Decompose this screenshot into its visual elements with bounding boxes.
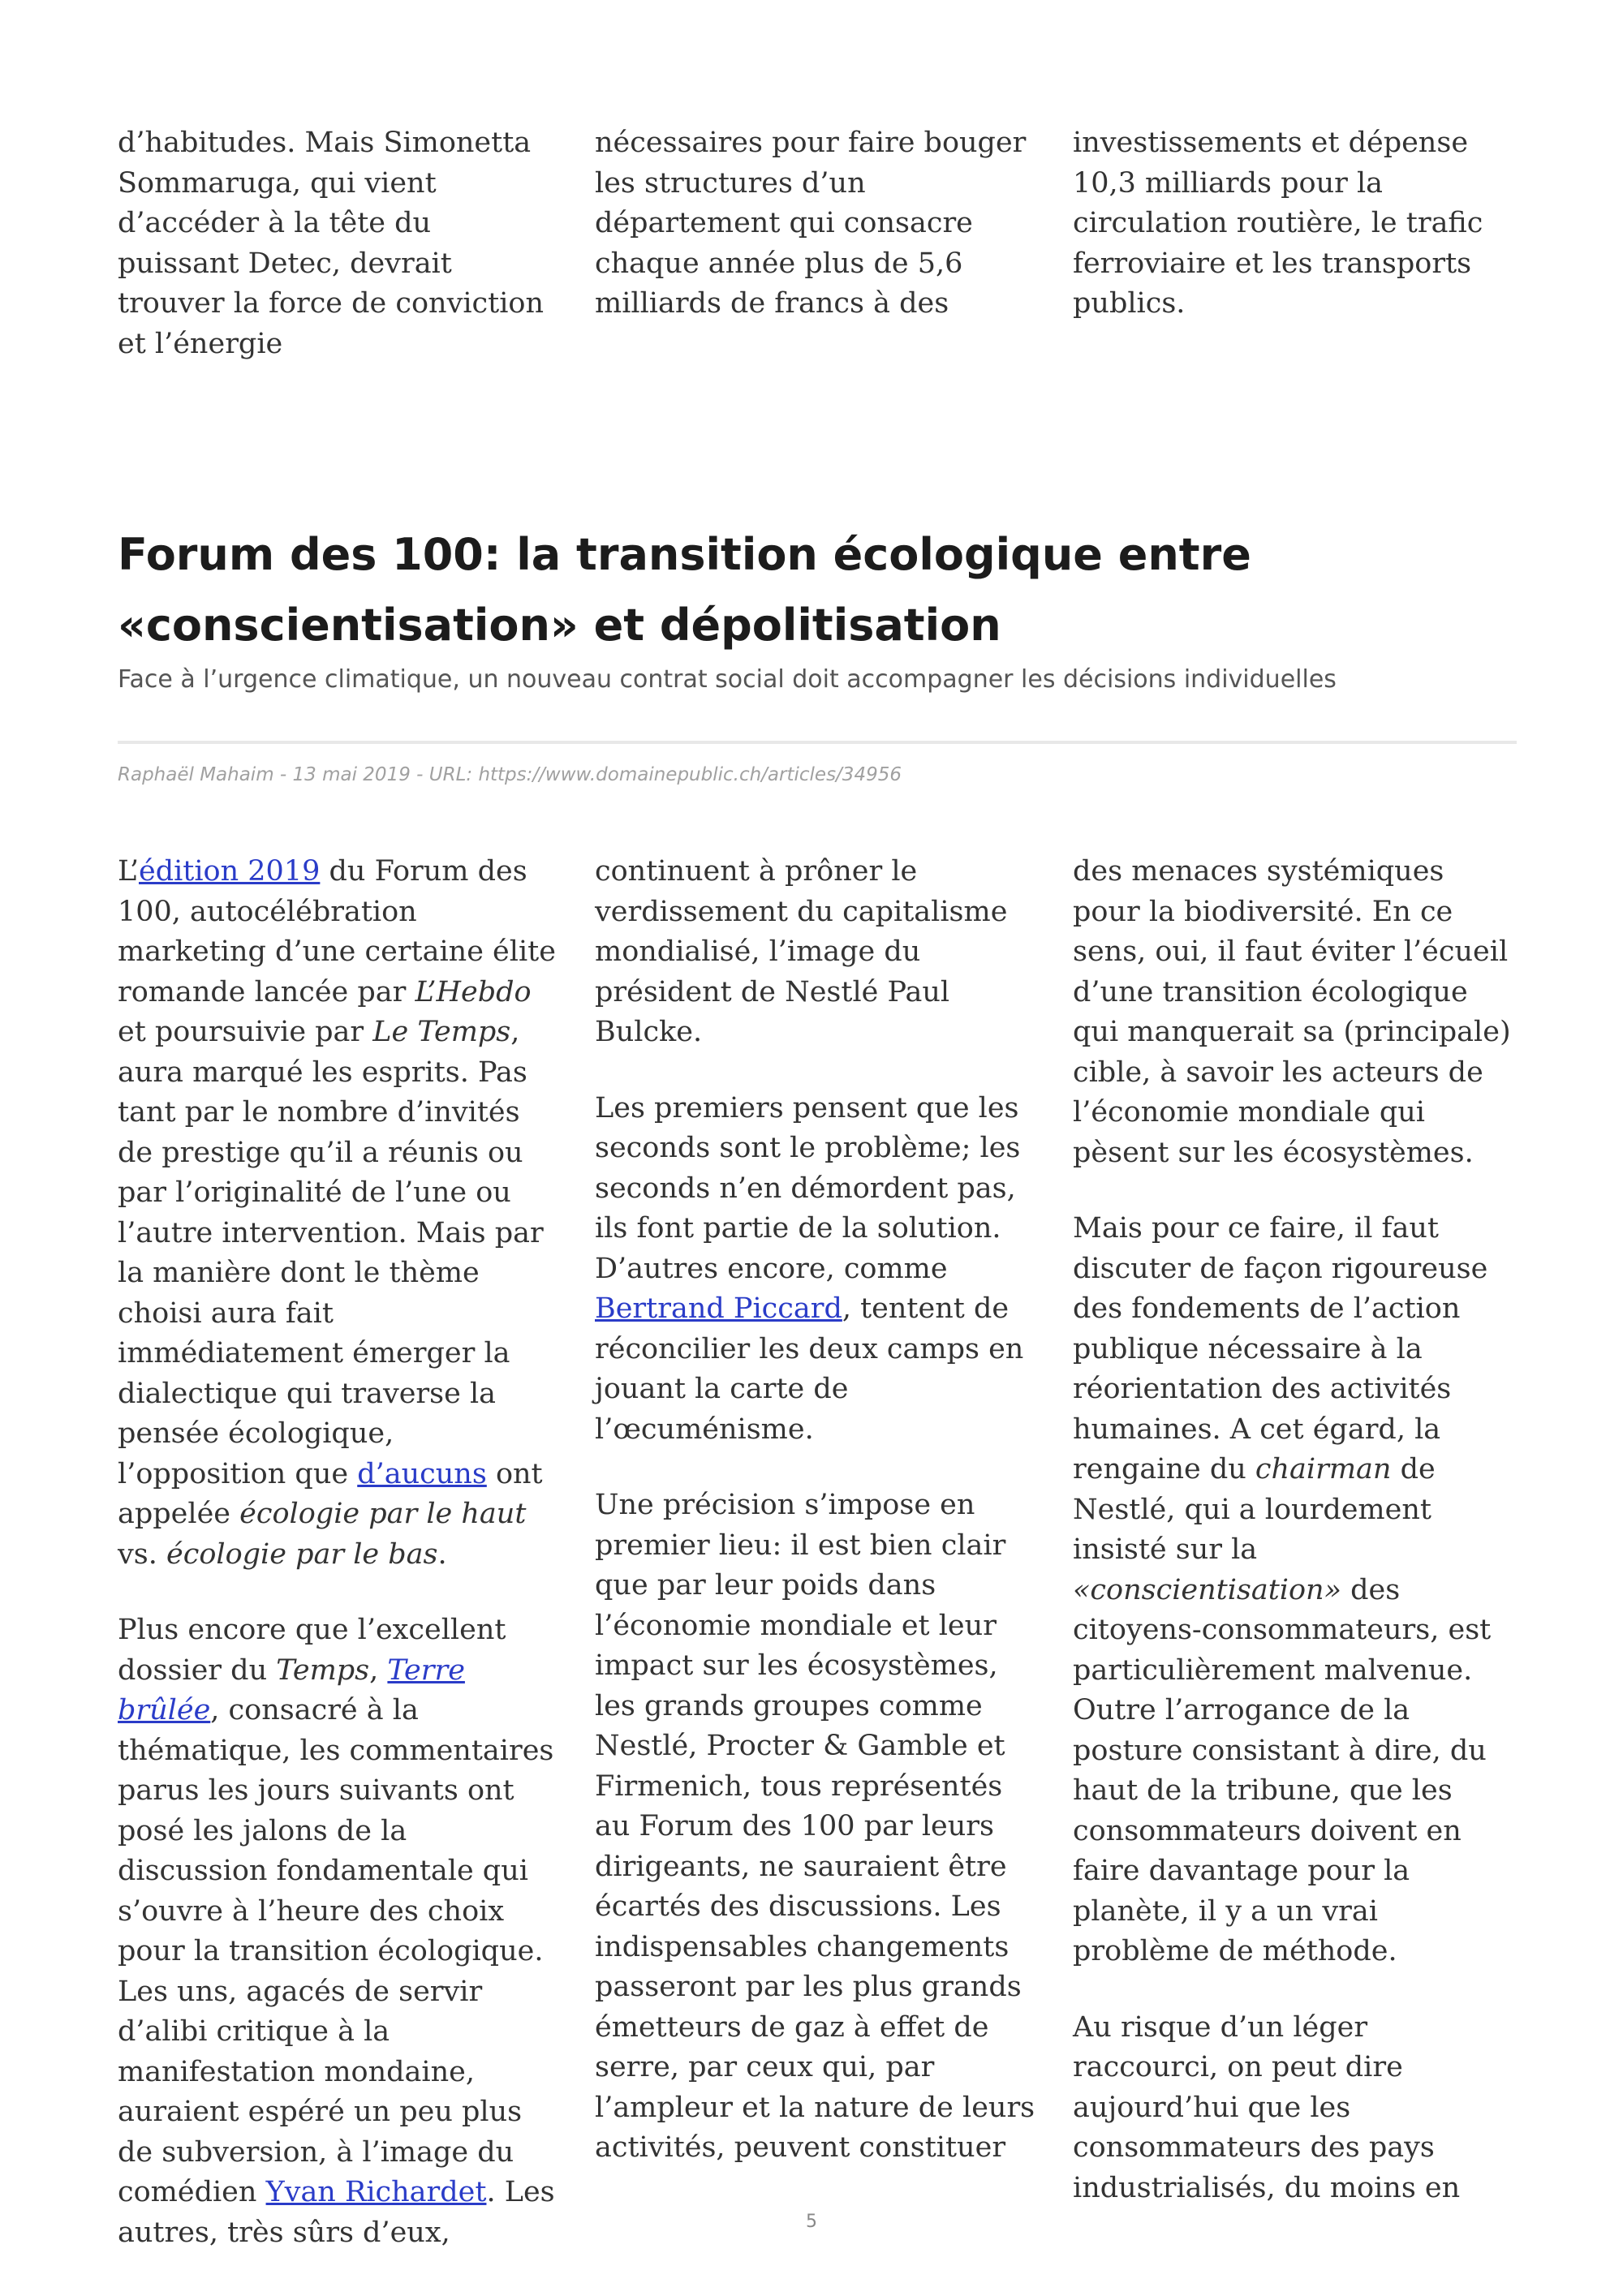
- paragraph: [118, 852, 560, 1575]
- text: de Nestlé, qui a lourdement insisté sur la: [1073, 1453, 1436, 1566]
- link-daucuns[interactable]: d’aucuns: [357, 1457, 487, 1490]
- paragraph: continuent à prôner le verdissement du capitalisme mondialisé, l’image du président de Nestlé Paul Bulcke.: [595, 855, 1008, 1048]
- top-column-3: [1073, 123, 1515, 360]
- text: ,: [369, 1653, 388, 1687]
- italic-text: écologie par le haut: [239, 1498, 527, 1530]
- top-column-2: [595, 123, 1037, 360]
- text: des citoyens-consommateurs, est particulièrement malvenue. Outre l’arrogance de la posture consistant à dire, du haut de la tribune, que les consommateurs doivent en faire davantage pour la planète, il y a un vrai problème de méthode.: [1073, 1573, 1492, 1967]
- italic-text: écologie par le bas: [166, 1537, 438, 1571]
- text: et poursuivie par: [118, 1016, 373, 1048]
- italic-text: «conscientisation»: [1073, 1573, 1342, 1606]
- article-column-1: [118, 852, 560, 2289]
- paragraph: [118, 1610, 560, 2253]
- article-column-2: [595, 852, 1037, 2204]
- text: , aura marqué les esprits. Pas tant par le nombre d’invités de prestige qu’il a réunis ou par l’originalité de l’une ou l’autre intervention. Mais par la manière dont le thème choisi aura fait immédiatement émerger la dialectique qui traverse la pensée écologique, l’opposition que: [118, 1016, 544, 1490]
- link-edition-2019[interactable]: édition 2019: [138, 855, 321, 888]
- italic-text: chairman: [1255, 1453, 1392, 1486]
- text: Les premiers pensent que les seconds sont le problème; les seconds n’en démordent pas, ils font partie de la solution. D’autres encore, comme: [595, 1091, 1021, 1285]
- paragraph: Une précision s’impose en premier lieu: il est bien clair que par leur poids dans l’économie mondiale et leur impact sur les écosystèmes, les grands groupes comme Nestlé, Procter & Gamble et Firmenich, tous représentés au Forum des 100 par leurs dirigeants, ne sauraient être écartés des discussions. Les indispensables changements passeront par les plus grands émetteurs de gaz à effet de serre, par ceux qui, par l’ampleur et la nature de leurs activités, peuvent constituer: [595, 1489, 1035, 2164]
- text: Plus encore que l’excellent dossier du: [118, 1614, 506, 1687]
- paragraph: d’habitudes. Mais Simonetta Sommaruga, qui vient d’accéder à la tête du puissant Detec, devrait trouver la force de conviction et l’énergie: [118, 127, 545, 360]
- text: , tentent de réconcilier les deux camps en jouant la carte de l’œcuménisme.: [595, 1292, 1024, 1446]
- text: , consacré à la thématique, les commentaires parus les jours suivants ont posé les jalons de la discussion fondamentale qui s’ouvre à l’heure des choix pour la transition écologique. Les uns, agacés de servir d’alibi critique à la manifestation mondaine, auraient espéré un peu plus de subversion, à l’image du comédien: [118, 1694, 554, 2208]
- paragraph: investissements et dépense 10,3 milliards pour la circulation routière, le trafic ferroviaire et les transports publics.: [1073, 127, 1483, 320]
- text: . Les autres, très sûrs d’eux,: [118, 2176, 555, 2249]
- article-column-3: [1073, 852, 1515, 2244]
- article-title: Forum des 100: la transition écologique entre «conscientisation» et dépolitisation: [118, 529, 1251, 651]
- paragraph: des menaces systémiques pour la biodiversité. En ce sens, oui, il faut éviter l’écueil d’une transition écologique qui manquerait sa (principale) cible, à savoir les acteurs de l’économie mondiale qui pèsent sur les écosystèmes.: [1073, 855, 1511, 1169]
- link-terre-brulee[interactable]: Terre brûlée: [118, 1653, 465, 1726]
- link-bertrand-piccard[interactable]: Bertrand Piccard: [595, 1292, 842, 1325]
- italic-text: L’Hebdo: [415, 975, 532, 1008]
- text: Mais pour ce faire, il faut discuter de façon rigoureuse des fondements de l’action publique nécessaire à la réorientation des activités humaines. A cet égard, la rengaine du: [1073, 1212, 1488, 1486]
- divider: [118, 741, 1517, 744]
- italic-text: Temps: [276, 1653, 370, 1687]
- top-column-1: [118, 123, 560, 400]
- link-yvan-richardet[interactable]: Yvan Richardet: [265, 2176, 487, 2208]
- text: vs.: [118, 1537, 166, 1571]
- text: .: [437, 1537, 447, 1571]
- text: du Forum des 100, autocélébration marketing d’une certaine élite romande lancée par: [118, 855, 556, 1008]
- paragraph: [1073, 1209, 1515, 1972]
- paragraph: nécessaires pour faire bouger les structures d’un département qui consacre chaque année plus de 5,6 milliards de francs à des: [595, 127, 1027, 320]
- text: L’: [118, 855, 139, 888]
- paragraph: Au risque d’un léger raccourci, on peut dire aujourd’hui que les consommateurs des pays industrialisés, du moins en: [1073, 2010, 1461, 2204]
- article-meta: Raphaël Mahaim - 13 mai 2019 - URL: https://www.domainepublic.ch/articles/34956: [118, 764, 902, 785]
- text: ont appelée: [118, 1457, 543, 1530]
- article-subtitle: Face à l’urgence climatique, un nouveau contrat social doit accompagner les décisions individuelles: [118, 665, 1337, 694]
- page-number: 5: [806, 2212, 817, 2232]
- italic-text: Le Temps: [372, 1016, 511, 1048]
- paragraph: [595, 1089, 1037, 1451]
